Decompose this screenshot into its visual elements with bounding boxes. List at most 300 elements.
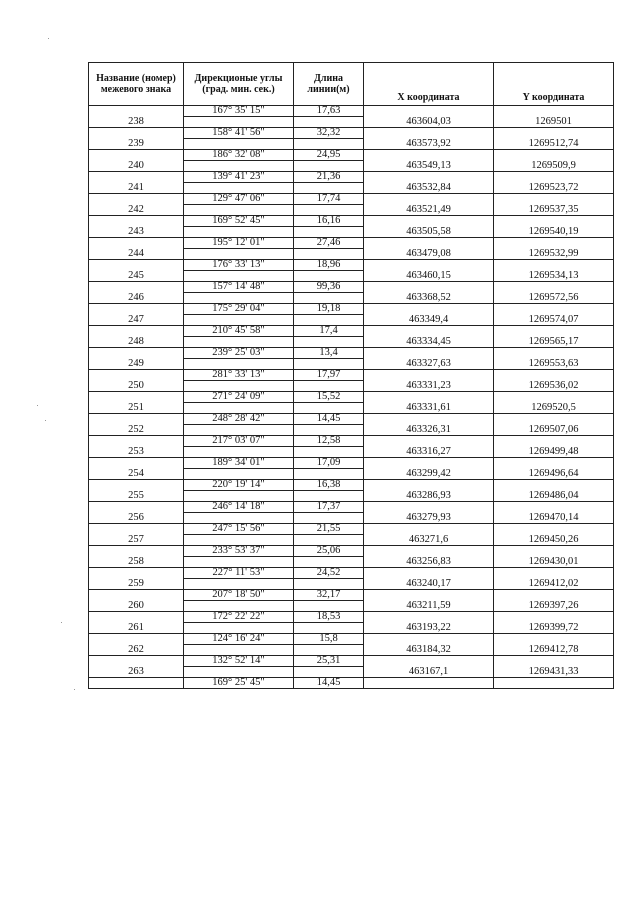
header-y-coordinate: Y координата xyxy=(494,63,614,106)
point-name-cell: 243 xyxy=(89,227,184,238)
y-coordinate-cell: 1269520,5 xyxy=(494,403,614,414)
empty-cell xyxy=(364,436,494,447)
table-row-segment xyxy=(89,612,614,623)
table-row-segment xyxy=(89,348,614,359)
table-row-point xyxy=(89,469,614,480)
table-row-point xyxy=(89,161,614,172)
empty-cell xyxy=(184,205,294,216)
empty-cell xyxy=(184,425,294,436)
header-point-name: Название (номер) межевого знака xyxy=(89,63,184,106)
empty-cell xyxy=(184,403,294,414)
y-coordinate-cell: 1269501 xyxy=(494,117,614,128)
x-coordinate-cell: 463327,63 xyxy=(364,359,494,370)
empty-cell xyxy=(89,128,184,139)
table-header-row xyxy=(89,63,614,106)
point-name-cell: 261 xyxy=(89,623,184,634)
table-row-segment xyxy=(89,524,614,535)
empty-cell xyxy=(184,227,294,238)
y-coordinate-cell: 1269523,72 xyxy=(494,183,614,194)
empty-cell xyxy=(184,447,294,458)
x-coordinate-cell: 463211,59 xyxy=(364,601,494,612)
y-coordinate-cell: 1269565,17 xyxy=(494,337,614,348)
empty-cell xyxy=(89,348,184,359)
table-row-point xyxy=(89,249,614,260)
empty-cell xyxy=(294,667,364,678)
empty-cell xyxy=(89,194,184,205)
empty-cell xyxy=(494,392,614,403)
table-row-point xyxy=(89,645,614,656)
direction-angle-cell: 132° 52' 14" xyxy=(184,656,294,667)
empty-cell xyxy=(89,634,184,645)
x-coordinate-cell: 463193,22 xyxy=(364,623,494,634)
empty-cell xyxy=(184,667,294,678)
direction-angle-cell: 186° 32' 08" xyxy=(184,150,294,161)
empty-cell xyxy=(89,656,184,667)
empty-cell xyxy=(364,194,494,205)
line-length-cell: 15,52 xyxy=(294,392,364,403)
header-x-coordinate: X координата xyxy=(364,63,494,106)
empty-cell xyxy=(364,172,494,183)
empty-cell xyxy=(89,304,184,315)
header-line-length: Длина линии(м) xyxy=(294,63,364,106)
empty-cell xyxy=(294,557,364,568)
table-row-point xyxy=(89,403,614,414)
y-coordinate-cell: 1269496,64 xyxy=(494,469,614,480)
y-coordinate-cell: 1269412,02 xyxy=(494,579,614,590)
line-length-cell: 24,52 xyxy=(294,568,364,579)
direction-angle-cell: 271° 24' 09" xyxy=(184,392,294,403)
table-row-point xyxy=(89,623,614,634)
empty-cell xyxy=(364,590,494,601)
empty-cell xyxy=(364,282,494,293)
direction-angle-cell: 176° 33' 13" xyxy=(184,260,294,271)
direction-angle-cell: 158° 41' 56" xyxy=(184,128,294,139)
empty-cell xyxy=(89,216,184,227)
line-length-cell: 16,38 xyxy=(294,480,364,491)
point-name-cell: 251 xyxy=(89,403,184,414)
empty-cell xyxy=(494,546,614,557)
empty-cell xyxy=(294,601,364,612)
direction-angle-cell: 172° 22' 22" xyxy=(184,612,294,623)
empty-cell xyxy=(294,139,364,150)
line-length-cell: 21,55 xyxy=(294,524,364,535)
empty-cell xyxy=(184,315,294,326)
y-coordinate-cell: 1269412,78 xyxy=(494,645,614,656)
x-coordinate-cell: 463549,13 xyxy=(364,161,494,172)
point-name-cell: 238 xyxy=(89,117,184,128)
table-row-segment xyxy=(89,172,614,183)
direction-angle-cell: 239° 25' 03" xyxy=(184,348,294,359)
point-name-cell: 247 xyxy=(89,315,184,326)
empty-cell xyxy=(184,623,294,634)
line-length-cell: 32,32 xyxy=(294,128,364,139)
point-name-cell: 256 xyxy=(89,513,184,524)
direction-angle-cell: 139° 41' 23" xyxy=(184,172,294,183)
empty-cell xyxy=(494,150,614,161)
point-name-cell: 259 xyxy=(89,579,184,590)
scan-speck xyxy=(61,622,62,623)
table-row-point xyxy=(89,447,614,458)
point-name-cell: 258 xyxy=(89,557,184,568)
table-row-point xyxy=(89,117,614,128)
direction-angle-cell: 175° 29' 04" xyxy=(184,304,294,315)
line-length-cell: 99,36 xyxy=(294,282,364,293)
empty-cell xyxy=(364,502,494,513)
point-name-cell: 244 xyxy=(89,249,184,260)
empty-cell xyxy=(89,502,184,513)
empty-cell xyxy=(89,480,184,491)
empty-cell xyxy=(89,436,184,447)
empty-cell xyxy=(89,106,184,117)
empty-cell xyxy=(184,293,294,304)
empty-cell xyxy=(184,271,294,282)
table-row-point xyxy=(89,667,614,678)
empty-cell xyxy=(89,260,184,271)
point-name-cell: 255 xyxy=(89,491,184,502)
empty-cell xyxy=(364,128,494,139)
empty-cell xyxy=(494,260,614,271)
y-coordinate-cell: 1269430,01 xyxy=(494,557,614,568)
table-row-segment xyxy=(89,480,614,491)
y-coordinate-cell: 1269397,26 xyxy=(494,601,614,612)
line-length-cell: 18,96 xyxy=(294,260,364,271)
table-row-segment xyxy=(89,392,614,403)
direction-angle-cell: 248° 28' 42" xyxy=(184,414,294,425)
direction-angle-cell: 246° 14' 18" xyxy=(184,502,294,513)
header-direction-angle: Дирекционые углы (град. мин. сек.) xyxy=(184,63,294,106)
table-row-segment xyxy=(89,634,614,645)
empty-cell xyxy=(89,282,184,293)
empty-cell xyxy=(364,304,494,315)
table-row-segment xyxy=(89,216,614,227)
x-coordinate-cell: 463368,52 xyxy=(364,293,494,304)
direction-angle-cell: 210° 45' 58" xyxy=(184,326,294,337)
x-coordinate-cell: 463505,58 xyxy=(364,227,494,238)
y-coordinate-cell: 1269553,63 xyxy=(494,359,614,370)
direction-angle-cell: 220° 19' 14" xyxy=(184,480,294,491)
empty-cell xyxy=(89,150,184,161)
direction-angle-cell: 167° 35' 15" xyxy=(184,106,294,117)
x-coordinate-cell: 463167,1 xyxy=(364,667,494,678)
point-name-cell: 260 xyxy=(89,601,184,612)
line-length-cell: 21,36 xyxy=(294,172,364,183)
empty-cell xyxy=(294,271,364,282)
y-coordinate-cell: 1269486,04 xyxy=(494,491,614,502)
y-coordinate-cell: 1269507,06 xyxy=(494,425,614,436)
table-row-segment xyxy=(89,370,614,381)
direction-angle-cell: 207° 18' 50" xyxy=(184,590,294,601)
empty-cell xyxy=(364,568,494,579)
table-row-segment xyxy=(89,150,614,161)
table-row-point xyxy=(89,315,614,326)
x-coordinate-cell: 463256,83 xyxy=(364,557,494,568)
direction-angle-cell: 227° 11' 53" xyxy=(184,568,294,579)
empty-cell xyxy=(494,326,614,337)
table-row-segment xyxy=(89,128,614,139)
empty-cell xyxy=(294,535,364,546)
table-row-point xyxy=(89,205,614,216)
empty-cell xyxy=(89,238,184,249)
scan-speck xyxy=(45,420,46,421)
empty-cell xyxy=(494,524,614,535)
empty-cell xyxy=(494,458,614,469)
point-name-cell: 252 xyxy=(89,425,184,436)
empty-cell xyxy=(494,348,614,359)
empty-cell xyxy=(494,216,614,227)
empty-cell xyxy=(294,293,364,304)
line-length-cell: 12,58 xyxy=(294,436,364,447)
boundary-coordinates-table xyxy=(88,62,614,689)
empty-cell xyxy=(184,381,294,392)
table-row-segment xyxy=(89,326,614,337)
direction-angle-cell: 124° 16' 24" xyxy=(184,634,294,645)
empty-cell xyxy=(494,656,614,667)
empty-cell xyxy=(294,381,364,392)
table-row-segment xyxy=(89,194,614,205)
point-name-cell: 246 xyxy=(89,293,184,304)
direction-angle-cell: 189° 34' 01" xyxy=(184,458,294,469)
line-length-cell: 18,53 xyxy=(294,612,364,623)
point-name-cell: 240 xyxy=(89,161,184,172)
table-row-point xyxy=(89,513,614,524)
table-row-point xyxy=(89,535,614,546)
empty-cell xyxy=(494,304,614,315)
scan-speck xyxy=(37,405,38,406)
line-length-cell: 25,06 xyxy=(294,546,364,557)
empty-cell xyxy=(494,414,614,425)
table-row-point xyxy=(89,293,614,304)
line-length-cell: 19,18 xyxy=(294,304,364,315)
table-row-segment xyxy=(89,260,614,271)
line-length-cell: 17,4 xyxy=(294,326,364,337)
empty-cell xyxy=(364,150,494,161)
empty-cell xyxy=(294,205,364,216)
line-length-cell: 24,95 xyxy=(294,150,364,161)
y-coordinate-cell: 1269534,13 xyxy=(494,271,614,282)
y-coordinate-cell: 1269574,07 xyxy=(494,315,614,326)
empty-cell xyxy=(89,546,184,557)
point-name-cell: 257 xyxy=(89,535,184,546)
direction-angle-cell: 281° 33' 13" xyxy=(184,370,294,381)
table-row-point xyxy=(89,271,614,282)
direction-angle-cell: 195° 12' 01" xyxy=(184,238,294,249)
x-coordinate-cell: 463331,23 xyxy=(364,381,494,392)
empty-cell xyxy=(294,403,364,414)
empty-cell xyxy=(89,568,184,579)
line-length-cell: 15,8 xyxy=(294,634,364,645)
empty-cell xyxy=(494,194,614,205)
empty-cell xyxy=(364,480,494,491)
line-length-cell: 17,97 xyxy=(294,370,364,381)
empty-cell xyxy=(364,106,494,117)
y-coordinate-cell: 1269536,02 xyxy=(494,381,614,392)
empty-cell xyxy=(364,524,494,535)
empty-cell xyxy=(184,139,294,150)
empty-cell xyxy=(364,348,494,359)
x-coordinate-cell: 463279,93 xyxy=(364,513,494,524)
empty-cell xyxy=(364,678,494,689)
empty-cell xyxy=(364,634,494,645)
empty-cell xyxy=(294,117,364,128)
x-coordinate-cell: 463316,27 xyxy=(364,447,494,458)
y-coordinate-cell: 1269470,14 xyxy=(494,513,614,524)
x-coordinate-cell: 463240,17 xyxy=(364,579,494,590)
x-coordinate-cell: 463271,6 xyxy=(364,535,494,546)
x-coordinate-cell: 463349,4 xyxy=(364,315,494,326)
table-row-segment xyxy=(89,656,614,667)
x-coordinate-cell: 463604,03 xyxy=(364,117,494,128)
direction-angle-cell: 129° 47' 06" xyxy=(184,194,294,205)
empty-cell xyxy=(294,623,364,634)
empty-cell xyxy=(184,645,294,656)
table-row-segment xyxy=(89,436,614,447)
line-length-cell: 32,17 xyxy=(294,590,364,601)
empty-cell xyxy=(89,590,184,601)
table-row-segment xyxy=(89,304,614,315)
empty-cell xyxy=(294,645,364,656)
empty-cell xyxy=(364,392,494,403)
empty-cell xyxy=(364,238,494,249)
empty-cell xyxy=(89,172,184,183)
empty-cell xyxy=(184,513,294,524)
table-row-segment xyxy=(89,414,614,425)
table-row-segment xyxy=(89,106,614,117)
point-name-cell: 248 xyxy=(89,337,184,348)
empty-cell xyxy=(364,612,494,623)
empty-cell xyxy=(494,590,614,601)
x-coordinate-cell: 463521,49 xyxy=(364,205,494,216)
point-name-cell: 242 xyxy=(89,205,184,216)
empty-cell xyxy=(494,612,614,623)
line-length-cell: 25,31 xyxy=(294,656,364,667)
x-coordinate-cell: 463573,92 xyxy=(364,139,494,150)
empty-cell xyxy=(184,557,294,568)
empty-cell xyxy=(364,216,494,227)
empty-cell xyxy=(364,414,494,425)
empty-cell xyxy=(89,370,184,381)
empty-cell xyxy=(364,458,494,469)
empty-cell xyxy=(184,491,294,502)
empty-cell xyxy=(184,359,294,370)
empty-cell xyxy=(89,612,184,623)
point-name-cell: 245 xyxy=(89,271,184,282)
point-name-cell: 241 xyxy=(89,183,184,194)
empty-cell xyxy=(294,315,364,326)
empty-cell xyxy=(184,249,294,260)
direction-angle-cell: 169° 52' 45" xyxy=(184,216,294,227)
line-length-cell: 27,46 xyxy=(294,238,364,249)
scan-speck xyxy=(74,689,75,690)
table-row-point xyxy=(89,183,614,194)
empty-cell xyxy=(89,524,184,535)
table-row-point xyxy=(89,139,614,150)
direction-angle-cell: 157° 14' 48" xyxy=(184,282,294,293)
y-coordinate-cell: 1269431,33 xyxy=(494,667,614,678)
table-row-segment xyxy=(89,590,614,601)
empty-cell xyxy=(89,458,184,469)
y-coordinate-cell: 1269509,9 xyxy=(494,161,614,172)
x-coordinate-cell: 463286,93 xyxy=(364,491,494,502)
x-coordinate-cell: 463326,31 xyxy=(364,425,494,436)
table-row-segment xyxy=(89,282,614,293)
empty-cell xyxy=(294,491,364,502)
x-coordinate-cell: 463184,32 xyxy=(364,645,494,656)
scan-speck xyxy=(48,38,49,39)
table-row-segment xyxy=(89,238,614,249)
table-row-segment xyxy=(89,546,614,557)
empty-cell xyxy=(184,601,294,612)
direction-angle-cell: 247° 15' 56" xyxy=(184,524,294,535)
x-coordinate-cell: 463479,08 xyxy=(364,249,494,260)
point-name-cell: 249 xyxy=(89,359,184,370)
table-row-point xyxy=(89,579,614,590)
y-coordinate-cell: 1269540,19 xyxy=(494,227,614,238)
empty-cell xyxy=(294,359,364,370)
table-row-point xyxy=(89,601,614,612)
empty-cell xyxy=(89,392,184,403)
direction-angle-cell: 217° 03' 07" xyxy=(184,436,294,447)
empty-cell xyxy=(364,326,494,337)
y-coordinate-cell: 1269537,35 xyxy=(494,205,614,216)
y-coordinate-cell: 1269572,56 xyxy=(494,293,614,304)
empty-cell xyxy=(494,480,614,491)
empty-cell xyxy=(494,436,614,447)
empty-cell xyxy=(364,546,494,557)
empty-cell xyxy=(294,337,364,348)
table-row-segment xyxy=(89,568,614,579)
empty-cell xyxy=(184,469,294,480)
line-length-cell: 14,45 xyxy=(294,414,364,425)
table-row-point xyxy=(89,337,614,348)
empty-cell xyxy=(89,414,184,425)
table-row-point xyxy=(89,557,614,568)
table-row-point xyxy=(89,227,614,238)
empty-cell xyxy=(184,117,294,128)
table-row-point xyxy=(89,359,614,370)
table-row-point xyxy=(89,381,614,392)
empty-cell xyxy=(494,128,614,139)
y-coordinate-cell: 1269450,26 xyxy=(494,535,614,546)
empty-cell xyxy=(89,326,184,337)
table-row-segment xyxy=(89,502,614,513)
point-name-cell: 250 xyxy=(89,381,184,392)
direction-angle-cell: 169° 25' 45" xyxy=(184,678,294,689)
empty-cell xyxy=(184,535,294,546)
empty-cell xyxy=(294,447,364,458)
empty-cell xyxy=(89,678,184,689)
empty-cell xyxy=(494,678,614,689)
x-coordinate-cell: 463334,45 xyxy=(364,337,494,348)
empty-cell xyxy=(184,161,294,172)
table-row-segment xyxy=(89,678,614,689)
x-coordinate-cell: 463299,42 xyxy=(364,469,494,480)
empty-cell xyxy=(494,370,614,381)
empty-cell xyxy=(294,249,364,260)
direction-angle-cell: 233° 53' 37" xyxy=(184,546,294,557)
table-body xyxy=(89,106,614,689)
line-length-cell: 17,74 xyxy=(294,194,364,205)
y-coordinate-cell: 1269399,72 xyxy=(494,623,614,634)
line-length-cell: 16,16 xyxy=(294,216,364,227)
table-row-segment xyxy=(89,458,614,469)
empty-cell xyxy=(494,568,614,579)
empty-cell xyxy=(364,370,494,381)
point-name-cell: 263 xyxy=(89,667,184,678)
x-coordinate-cell: 463331,61 xyxy=(364,403,494,414)
empty-cell xyxy=(494,502,614,513)
empty-cell xyxy=(364,260,494,271)
empty-cell xyxy=(364,656,494,667)
